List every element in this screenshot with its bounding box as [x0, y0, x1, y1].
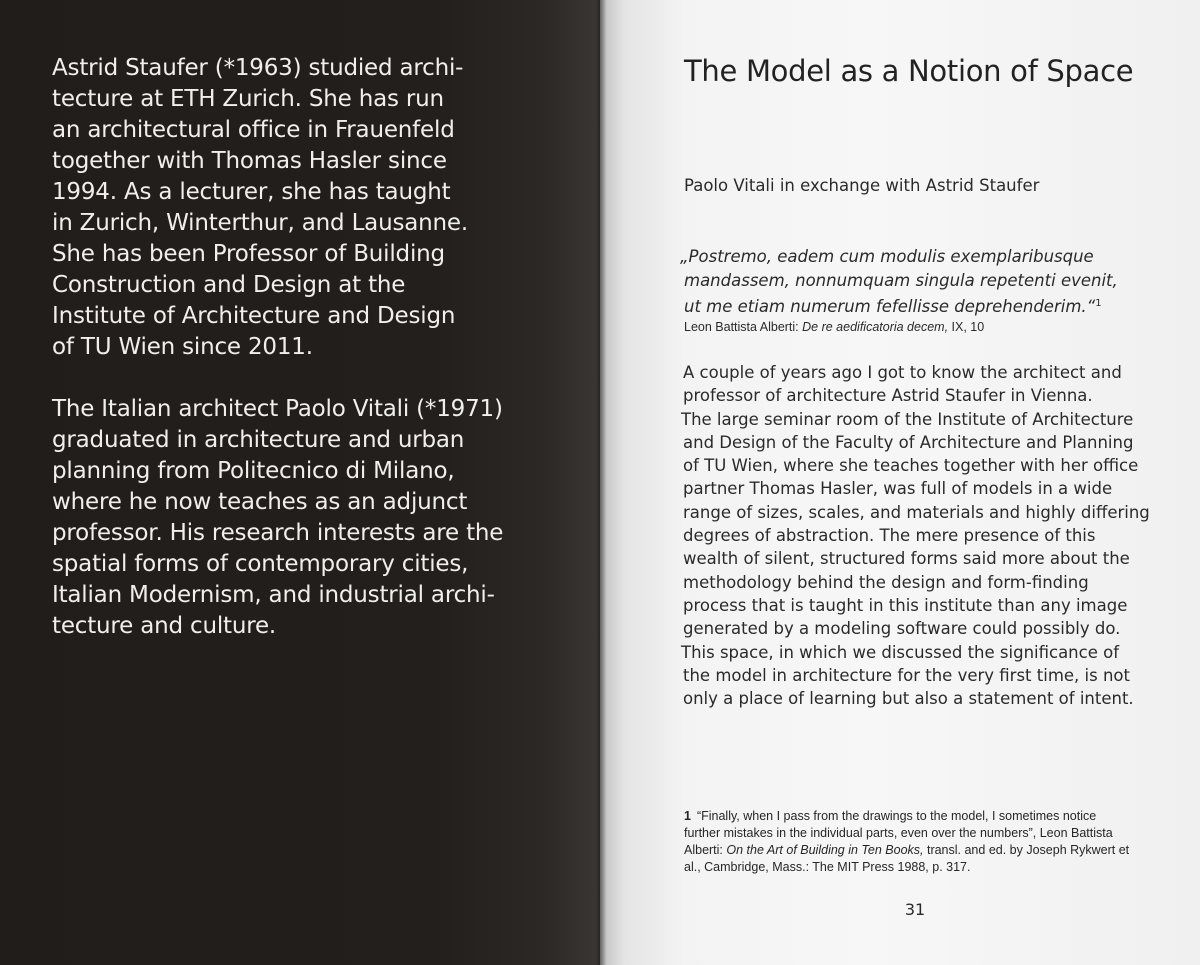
body-line: wealth of silent, structured forms said more about the [683, 549, 1130, 569]
bio-line: The Italian architect Paolo Vitali (*1971) [52, 396, 503, 422]
bio-line: graduated in architecture and urban [52, 427, 465, 453]
footnote-line: al., Cambridge, Mass.: The MIT Press 1988, p. 317. [684, 860, 971, 874]
footnote-text: “Finally, when I pass from the drawings to the model, I sometimes notice [696, 809, 1097, 823]
body-line: The large seminar room of the Institute of Architecture [681, 409, 1134, 429]
bio-line: Construction and Design at the [52, 272, 406, 298]
quote-line-last [680, 292, 1118, 319]
page-title: The Model as a Notion of Space [684, 54, 1134, 88]
body-line: partner Thomas Hasler, was full of models in a wide [683, 479, 1113, 499]
body-line: generated by a modeling software could possibly do. [683, 619, 1121, 639]
bio-line: together with Thomas Hasler since [52, 148, 447, 174]
bio-line: tecture and culture. [52, 613, 277, 639]
page-number: 31 [904, 900, 926, 919]
bio-line: in Zurich, Winterthur, and Lausanne. [52, 210, 468, 236]
epigraph-attribution [684, 318, 984, 336]
bio-paolo-vitali [52, 394, 532, 642]
footnote-line [684, 842, 1154, 859]
author-bios [52, 53, 532, 642]
body-line: degrees of abstraction. The mere presence of this [683, 526, 1096, 546]
bio-line: tecture at ETH Zurich. She has run [52, 86, 444, 112]
body-line: This space, in which we discussed the significance of [681, 642, 1120, 662]
footnote-text: transl. and ed. by Joseph Rykwert et [923, 843, 1130, 857]
footnote-text: Alberti: [684, 843, 727, 857]
bio-line: Italian Modernism, and industrial archi- [52, 582, 495, 608]
bio-line: She has been Professor of Building [52, 241, 445, 267]
bio-line: where he now teaches as an adjunct [52, 489, 468, 515]
footnote-marker[interactable]: 1 [1095, 298, 1102, 309]
epigraph-quote [680, 245, 1118, 319]
bio-line: 1994. As a lecturer, she has taught [52, 179, 451, 205]
footnote-number: 1 [684, 809, 691, 823]
footnote-line: further mistakes in the individual parts, even over the numbers”, Leon Battista [684, 826, 1113, 840]
bio-line: an architectural office in Frauenfeld [52, 117, 455, 143]
quote-line: mandassem, nonnumquam singula repetenti evenit, [684, 270, 1118, 290]
body-line: only a place of learning but also a statement of intent. [683, 689, 1134, 709]
footnote-line [684, 808, 1154, 825]
footnote-book-title: On the Art of Building in Ten Books, [726, 843, 924, 857]
body-line: of TU Wien, where she teaches together with her office [683, 456, 1139, 476]
attribution-reference: IX, 10 [948, 320, 985, 334]
body-line: range of sizes, scales, and materials and highly differing [683, 502, 1150, 522]
bio-line: planning from Politecnico di Milano, [52, 458, 455, 484]
book-gutter [596, 0, 606, 965]
body-line: methodology behind the design and form-finding [683, 572, 1089, 592]
body-line: the model in architecture for the very first time, is not [683, 665, 1130, 685]
bio-astrid-staufer [52, 53, 532, 363]
attribution-work: De re aedificatoria decem, [802, 320, 949, 334]
bio-line: Astrid Staufer (*1963) studied archi- [52, 55, 464, 81]
quote-line: „Postremo, eadem cum modulis exemplaribusque [680, 247, 1094, 266]
bio-line: professor. His research interests are the [52, 520, 504, 546]
attribution-author: Leon Battista Alberti: [684, 320, 803, 334]
quote-line-text: ut me etiam numerum fefellisse deprehenderim.“ [684, 297, 1096, 316]
body-paragraph [683, 361, 1150, 710]
bio-line: Institute of Architecture and Design [52, 303, 456, 329]
body-line: professor of architecture Astrid Staufer in Vienna. [683, 386, 1093, 406]
body-line: A couple of years ago I got to know the architect and [683, 363, 1122, 382]
page-subtitle: Paolo Vitali in exchange with Astrid Staufer [684, 176, 1040, 195]
bio-line: spatial forms of contemporary cities, [52, 551, 469, 577]
body-line: and Design of the Faculty of Architecture and Planning [683, 432, 1134, 452]
bio-line: of TU Wien since 2011. [52, 334, 313, 360]
footnote [684, 808, 1154, 876]
body-line: process that is taught in this institute than any image [683, 595, 1128, 615]
